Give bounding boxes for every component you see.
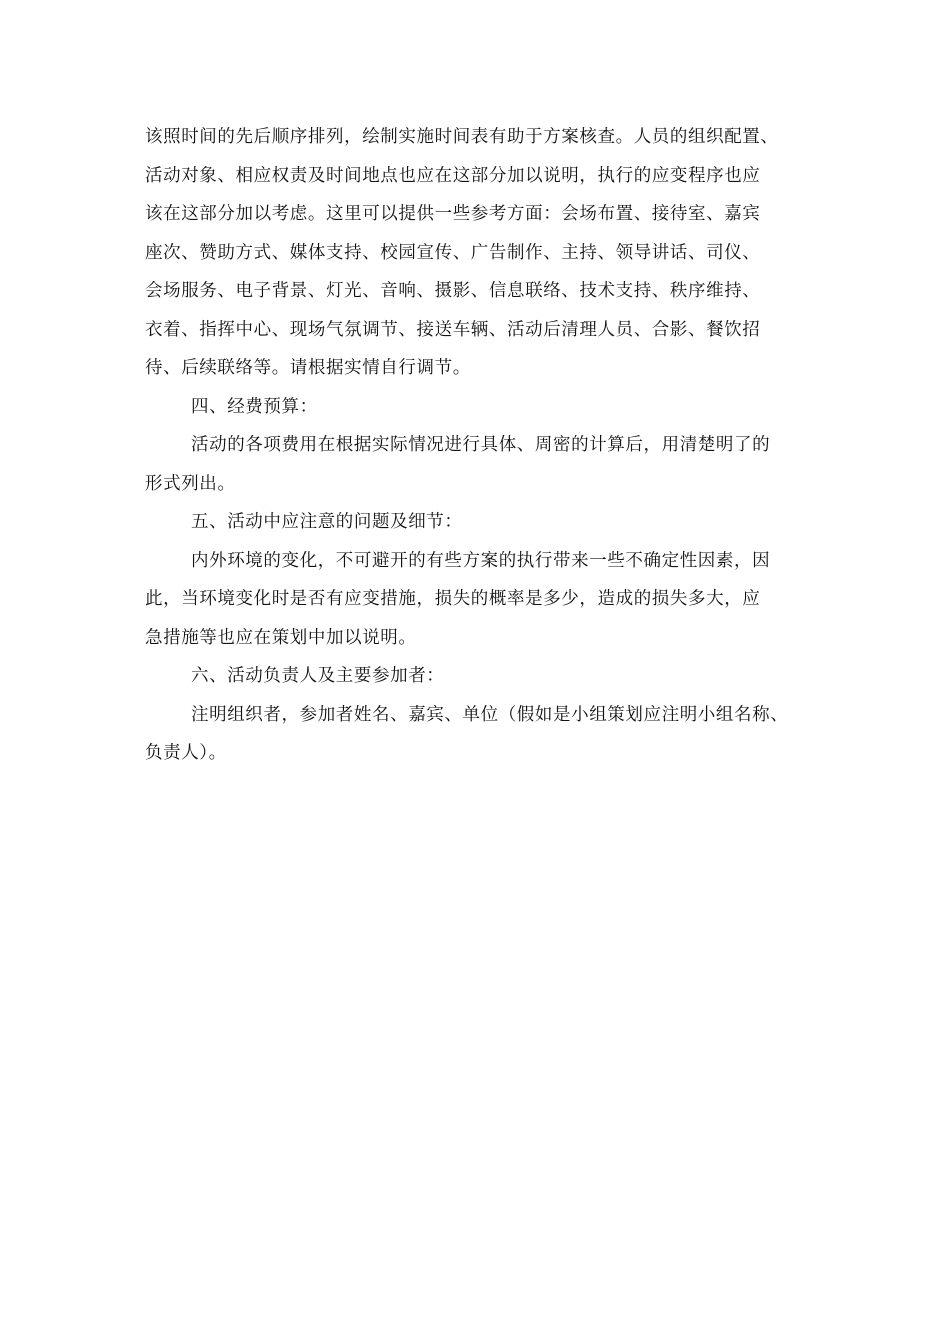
text-line: 该在这部分加以考虑。这里可以提供一些参考方面：会场布置、接待室、嘉宾 [145,204,761,224]
text-line: 活动对象、相应权责及时间地点也应在这部分加以说明，执行的应变程序也应 [145,165,761,186]
text-line: 会场服务、电子背景、灯光、音响、摄影、信息联络、技术支持、秩序维持、 [145,281,761,301]
text-line: 此，当环境变化时是否有应变措施，损失的概率是多少，造成的损失多大，应 [145,589,761,609]
text-line: 待、后续联络等。请根据实情自行调节。 [145,358,471,378]
section-heading-participants: 六、活动负责人及主要参加者： [191,666,445,686]
text-line: 注明组织者，参加者姓名、嘉宾、单位（假如是小组策划应注明小组名称、 [191,704,789,725]
section-heading-budget: 四、经费预算： [191,396,318,417]
text-line: 负责人）。 [145,743,227,763]
document-page [145,118,815,773]
text-line: 衣着、指挥中心、现场气氛调节、接送车辆、活动后清理人员、合影、餐饮招 [145,319,761,340]
text-line: 座次、赞助方式、媒体支持、校园宣传、广告制作、主持、领导讲话、司仪、 [145,242,761,263]
text-line: 活动的各项费用在根据实际情况进行具体、周密的计算后，用清楚明了的 [191,435,771,455]
text-line: 内外环境的变化，不可避开的有些方案的执行带来一些不确定性因素，因 [191,550,771,571]
text-line: 形式列出。 [145,473,236,494]
text-line: 急措施等也应在策划中加以说明。 [145,627,417,648]
section-heading-notes: 五、活动中应注意的问题及细节： [191,512,463,532]
text-line: 该照时间的先后顺序排列，绘制实施时间表有助于方案核查。人员的组织配置、 [145,127,779,147]
